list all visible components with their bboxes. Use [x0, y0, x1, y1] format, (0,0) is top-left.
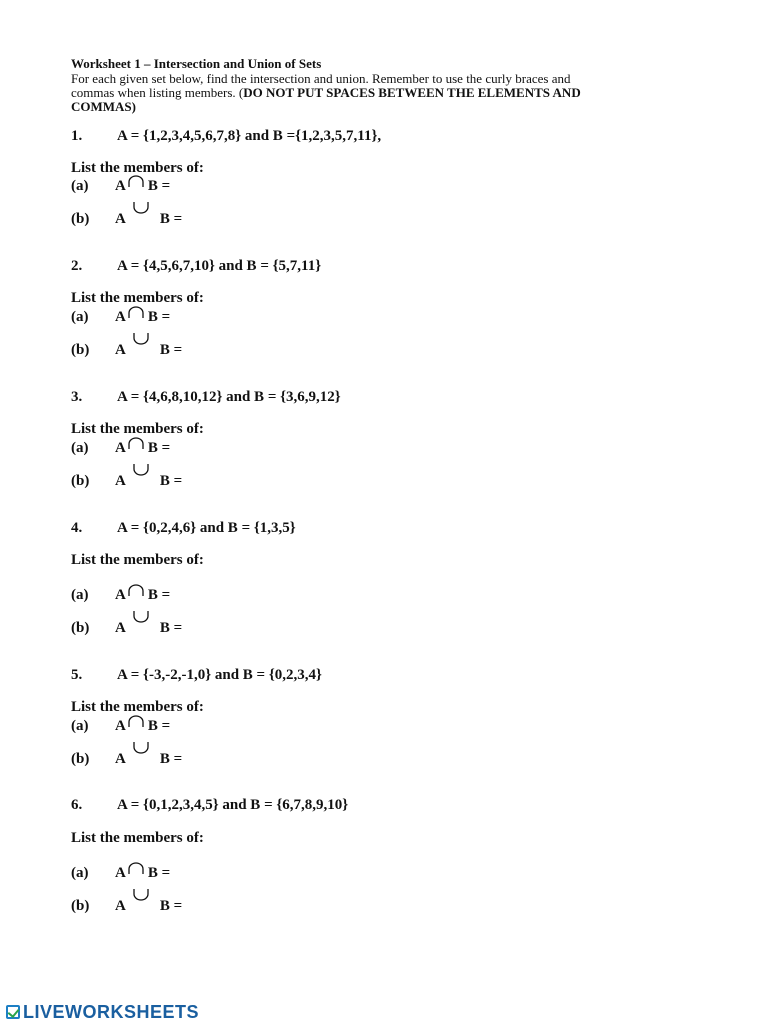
union-icon — [126, 471, 160, 487]
question-number: 4. — [71, 520, 83, 536]
union-icon — [126, 209, 160, 225]
set-b-equals: B = — [159, 751, 183, 767]
part-b-union — [71, 471, 182, 490]
set-a-symbol: A — [115, 342, 126, 358]
part-label: (b) — [71, 211, 90, 227]
part-b-union — [71, 209, 182, 228]
union-icon — [126, 340, 160, 356]
question-sets: A = {4,6,8,10,12} and B = {3,6,9,12} — [117, 389, 341, 405]
set-b-equals: B = — [159, 620, 183, 636]
question-number: 1. — [71, 128, 83, 144]
question-2 — [71, 258, 321, 275]
union-icon — [126, 749, 160, 765]
instructions-line-1: For each given set below, find the intersection and union. Remember to use the curly braces and — [71, 71, 571, 86]
question-sets: A = {4,5,6,7,10} and B = {5,7,11} — [117, 258, 322, 274]
liveworksheets-logo-icon — [6, 1005, 20, 1019]
question-3 — [71, 389, 341, 406]
part-a-intersection — [71, 863, 170, 882]
part-label: (b) — [71, 751, 90, 767]
intersection-icon — [126, 716, 148, 732]
set-a-symbol: A — [115, 440, 126, 456]
intersection-icon — [126, 307, 148, 323]
question-4 — [71, 520, 296, 537]
question-sets: A = {0,2,4,6} and B = {1,3,5} — [117, 520, 296, 536]
union-icon — [126, 618, 160, 634]
set-b-equals: B = — [147, 718, 171, 734]
part-b-union — [71, 749, 182, 768]
question-number: 6. — [71, 797, 83, 813]
set-b-equals: B = — [147, 440, 171, 456]
set-a-symbol: A — [115, 898, 126, 914]
part-a-intersection — [71, 585, 170, 604]
intersection-icon — [126, 438, 148, 454]
set-b-equals: B = — [147, 865, 171, 881]
set-b-equals: B = — [147, 587, 171, 603]
question-sets: A = {1,2,3,4,5,6,7,8} and B ={1,2,3,5,7,11}, — [117, 128, 382, 144]
set-a-symbol: A — [115, 178, 126, 194]
part-label: (a) — [71, 718, 89, 734]
instructions-line-2 — [71, 86, 581, 99]
question-6 — [71, 797, 348, 814]
set-a-symbol: A — [115, 309, 126, 325]
instructions-emphasis-end: COMMAS) — [71, 99, 136, 114]
set-b-equals: B = — [159, 342, 183, 358]
list-members-label: List the members of: — [71, 160, 204, 176]
worksheet-title: Worksheet 1 – Intersection and Union of Sets — [71, 56, 322, 71]
part-label: (b) — [71, 473, 90, 489]
question-number: 3. — [71, 389, 83, 405]
list-members-label: List the members of: — [71, 421, 204, 437]
part-a-intersection — [71, 716, 170, 735]
part-label: (b) — [71, 898, 90, 914]
part-b-union — [71, 340, 182, 359]
instructions-line-3 — [71, 100, 136, 113]
set-a-symbol: A — [115, 865, 126, 881]
question-1 — [71, 128, 381, 145]
part-a-intersection — [71, 176, 170, 195]
brand-name: LIVEWORKSHEETS — [23, 1001, 200, 1022]
intersection-icon — [126, 176, 148, 192]
part-label: (b) — [71, 342, 90, 358]
list-members-label: List the members of: — [71, 290, 204, 306]
part-label: (a) — [71, 178, 89, 194]
question-sets: A = {0,1,2,3,4,5} and B = {6,7,8,9,10} — [117, 797, 349, 813]
part-a-intersection — [71, 307, 170, 326]
list-members-label: List the members of: — [71, 552, 204, 568]
question-number: 2. — [71, 258, 83, 274]
part-a-intersection — [71, 438, 170, 457]
set-a-symbol: A — [115, 620, 126, 636]
instructions-prefix: commas when listing members. ( — [71, 85, 244, 100]
set-a-symbol: A — [115, 473, 126, 489]
question-5 — [71, 667, 322, 684]
list-members-label: List the members of: — [71, 830, 204, 846]
set-a-symbol: A — [115, 751, 126, 767]
part-label: (a) — [71, 440, 89, 456]
liveworksheets-footer[interactable] — [6, 1000, 199, 1024]
part-label: (a) — [71, 587, 89, 603]
list-members-label: List the members of: — [71, 699, 204, 715]
question-number: 5. — [71, 667, 83, 683]
set-b-equals: B = — [147, 178, 171, 194]
part-label: (a) — [71, 865, 89, 881]
union-icon — [126, 896, 160, 912]
set-b-equals: B = — [159, 211, 183, 227]
part-b-union — [71, 896, 182, 915]
intersection-icon — [126, 585, 148, 601]
set-b-equals: B = — [159, 898, 183, 914]
part-b-union — [71, 618, 182, 637]
set-b-equals: B = — [159, 473, 183, 489]
instructions-emphasis: DO NOT PUT SPACES BETWEEN THE ELEMENTS AND — [243, 85, 581, 100]
set-a-symbol: A — [115, 718, 126, 734]
question-sets: A = {-3,-2,-1,0} and B = {0,2,3,4} — [117, 667, 322, 683]
part-label: (a) — [71, 309, 89, 325]
set-b-equals: B = — [147, 309, 171, 325]
set-a-symbol: A — [115, 587, 126, 603]
part-label: (b) — [71, 620, 90, 636]
intersection-icon — [126, 863, 148, 879]
set-a-symbol: A — [115, 211, 126, 227]
